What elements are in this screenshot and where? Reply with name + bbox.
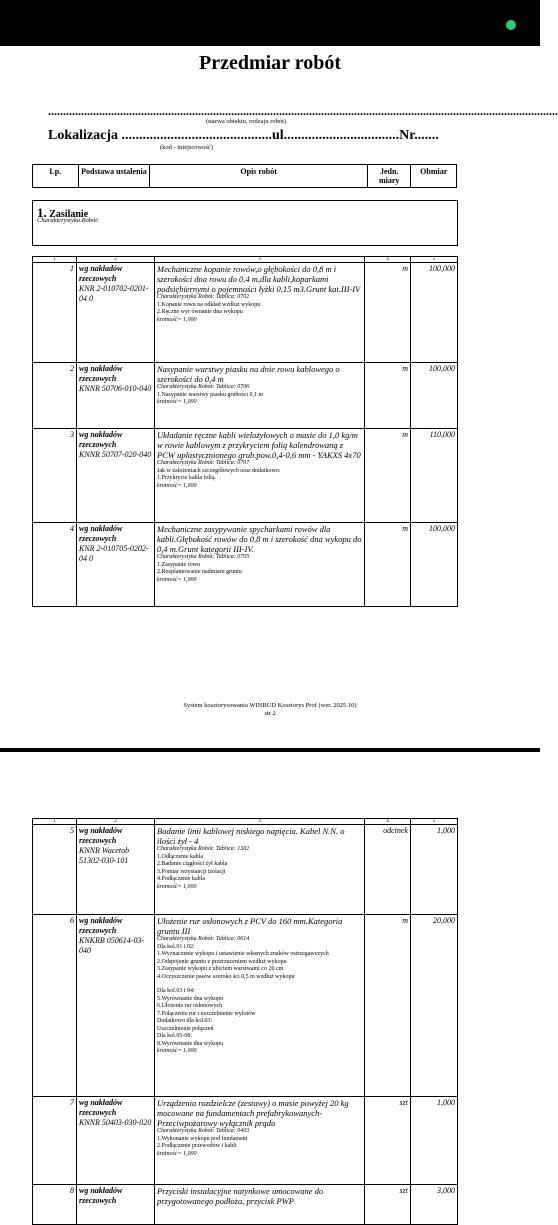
position-basis xyxy=(77,825,155,915)
work-step: 1.Zasypanie rowu xyxy=(157,561,200,568)
description-text: Badanie linii kablowej niskiego napięcia. Kabel N.N. o ilości żył - 4 xyxy=(157,826,345,846)
position-number: 5 xyxy=(33,825,77,915)
description-details xyxy=(157,554,362,584)
quantity: 20,000 xyxy=(411,915,458,1097)
multiplicity-line: krotność= 1,000 xyxy=(157,482,197,489)
position-number: 4 xyxy=(33,523,77,607)
description-text: Ułożenie rur osłonowych z PCV do 160 mm.Kategoria gruntu III xyxy=(157,916,343,936)
table-row xyxy=(33,825,458,915)
section-number: 1. xyxy=(37,205,47,220)
position-number: 7 xyxy=(33,1097,77,1185)
characteristics-line: Charakterystyka Robót: Tablica: 1302 xyxy=(157,846,250,852)
table-row xyxy=(33,263,458,363)
description-details xyxy=(157,936,362,1056)
column-header-table xyxy=(32,164,457,188)
position-description xyxy=(155,429,365,523)
status-bar xyxy=(0,0,540,46)
description-details xyxy=(157,294,362,324)
column-number: 5 xyxy=(411,819,458,825)
description-text: Układanie ręczne kabli wielożyłowych o masie do 1,0 kg/m w rowie kablowym z przykryciem folią kalendrowaną z PCW uplastycznionego grub.pow.0,4-0,6 mm - YAKXS 4x70 xyxy=(157,430,361,460)
col-desc-header: Opis robót xyxy=(150,165,368,188)
characteristics-line: Charakterystyka Robót: Tablica: 0403 xyxy=(157,1128,250,1134)
basis-type: wg nakładów rzeczowych xyxy=(79,1186,123,1205)
table-row xyxy=(33,915,458,1097)
description-text: Mechaniczne zasypywanie spycharkami rowów dla kabli.Głębokość rowów do 0,8 m i szerokość dna wykopu do 0,4 m.Grunt kategorii III-IV. xyxy=(157,524,362,554)
unit-of-measure: m xyxy=(365,429,411,523)
column-number: 2 xyxy=(77,257,155,263)
work-step: 1.Odłączenie kabla xyxy=(157,853,203,860)
section-header xyxy=(32,200,458,246)
position-basis xyxy=(77,429,155,523)
column-number: 3 xyxy=(155,819,365,825)
basis-type: wg nakładów rzeczowych xyxy=(79,364,123,383)
work-step: 3.Pomiar rezystancji izolacji xyxy=(157,868,226,875)
work-step: Dla kol.05-08: xyxy=(157,1033,192,1039)
basis-type: wg nakładów rzeczowych xyxy=(79,826,123,845)
unit-of-measure: m xyxy=(365,915,411,1097)
work-step: 2.Rozplantowanie nadmiaru gruntu xyxy=(157,569,242,575)
table-row xyxy=(33,1185,458,1225)
multiplicity-line: krotność= 1,000 xyxy=(157,576,197,583)
characteristics-line: Charakterystyka Robót: Tablica: 0702 xyxy=(157,294,250,300)
work-step xyxy=(157,981,362,988)
unit-of-measure: m xyxy=(365,523,411,607)
positions-table xyxy=(32,256,458,607)
camera-indicator-icon xyxy=(506,20,516,30)
basis-type: wg nakładów rzeczowych xyxy=(79,1098,123,1117)
column-number: 3 xyxy=(155,257,365,263)
basis-code: KNR 2-010702-0201-04 0 xyxy=(79,284,149,303)
work-step: 4.Oczyszczenie pasów szeroko ści 0,5 m wzdłuż wykopu xyxy=(157,973,295,980)
description-details xyxy=(157,460,362,490)
work-step: 7.Połączenie rur i uszczelnienie wylotów xyxy=(157,1010,256,1017)
basis-type: wg nakładów rzeczowych xyxy=(79,264,123,283)
characteristics-line: Charakterystyka Robót: Tablica: 0614 xyxy=(157,936,250,942)
multiplicity-line: krotność= 1,000 xyxy=(157,316,197,323)
work-step: 1.Nasypanie warstwy piasku grubości 0,1 m xyxy=(157,391,264,398)
work-step: 1.Przykrycie kabla folią. xyxy=(157,475,216,481)
section-name: Zasilanie xyxy=(49,209,89,220)
column-number: 2 xyxy=(77,819,155,825)
positions-table xyxy=(32,818,458,1225)
basis-code: KNNR Wacetob 51302-030-101 xyxy=(79,846,130,865)
col-unit-header: Jedn. miary xyxy=(367,165,411,188)
column-number: 4 xyxy=(365,819,411,825)
quantity: 1,000 xyxy=(411,1097,458,1185)
basis-type: wg nakładów rzeczowych xyxy=(79,430,123,449)
description-details xyxy=(157,846,362,891)
position-description xyxy=(155,363,365,429)
quantity: 100,000 xyxy=(411,523,458,607)
work-step: 5.Wyrównanie dna wykopu xyxy=(157,995,224,1002)
work-step: 2.Podłączenie przewodów i kabli xyxy=(157,1143,237,1149)
col-lp-header: Lp. xyxy=(33,165,79,188)
footer-system: System kosztorysowania WINBUD Kosztorys Prof (wer. 2025.10) xyxy=(183,702,357,709)
position-basis xyxy=(77,523,155,607)
quantity: 3,000 xyxy=(411,1185,458,1225)
col-basis-header: Podstawa ustalenia xyxy=(78,165,150,188)
position-number: 8 xyxy=(33,1185,77,1225)
multiplicity-line: krotność= 1,000 xyxy=(157,399,197,405)
table-row xyxy=(33,363,458,429)
work-step: 1.Wykonanie wykopu pod fundament xyxy=(157,1135,248,1142)
work-step: Jak w założeniach szczegółowych oraz dodatkowo: xyxy=(157,467,281,474)
multiplicity-line: krotność= 1,000 xyxy=(157,883,197,890)
basis-type: wg nakładów rzeczowych xyxy=(79,524,123,543)
position-description xyxy=(155,1185,365,1225)
basis-code: KNR 2-010705-0202-04 0 xyxy=(79,544,149,563)
work-step: Dla kol.03 i 04: xyxy=(157,988,195,994)
quantity: 100,000 xyxy=(411,263,458,363)
document-page-2 xyxy=(0,752,540,1206)
description-text: Urządzenia rozdzielcze (zestawy) o masie powyżej 20 kg mocowane na fundamentach prefabrykowanych-Przeciwpożarowy wyłącznik prądu xyxy=(157,1098,349,1128)
position-number: 2 xyxy=(33,363,77,429)
work-step: 1.Wyznaczenie wykopu i ustawienie własnych znaków ostrzegawczych xyxy=(157,951,329,957)
basis-code: KNNR 50706-010-040 xyxy=(79,384,152,393)
column-number: 5 xyxy=(411,257,458,263)
table-row xyxy=(33,429,458,523)
quantity: 1,000 xyxy=(411,825,458,915)
work-step: 1.Kopanie rowu na odkład wzdłuż wykopu xyxy=(157,301,261,308)
column-number: 1 xyxy=(33,819,77,825)
position-basis xyxy=(77,1097,155,1185)
section-subtitle: Charakterystyka Robót: xyxy=(37,217,100,224)
position-number: 6 xyxy=(33,915,77,1097)
description-details xyxy=(157,1128,362,1158)
object-name-hint: (nazwa obiektu, rodzaju robót) xyxy=(206,118,287,125)
position-description xyxy=(155,915,365,1097)
multiplicity-line: krotność= 1,000 xyxy=(157,1150,197,1157)
object-name-line: .......................................................................................................................................................................... xyxy=(48,104,558,118)
page-footer xyxy=(0,702,540,718)
unit-of-measure: szt xyxy=(365,1097,411,1185)
position-number: 3 xyxy=(33,429,77,523)
unit-of-measure: odcinek xyxy=(365,825,411,915)
characteristics-line: Charakterystyka Robót: Tablica: 0705 xyxy=(157,554,250,560)
position-basis xyxy=(77,263,155,363)
table-row xyxy=(33,1097,458,1185)
work-step: 2.Ręczne wyr ównanie dna wykopu xyxy=(157,309,243,315)
position-description xyxy=(155,523,365,607)
work-step: 4.Podłączenie kabla xyxy=(157,876,205,882)
description-text: Mechaniczne kopanie rowów,o głębokości do 0,8 m i szerokości dna rowu do 0,4 m,dla kabli,koparkami podsiębiernymi o pojemności łyżki 0,15 m3.Grunt kat.III-IV xyxy=(157,264,361,294)
work-step: Dodatkowo dla kol.03: xyxy=(157,1018,213,1024)
position-description xyxy=(155,1097,365,1185)
work-step: 2.Odspojenie gruntu z przerzuceniem wzdłuż wykopu xyxy=(157,958,287,965)
quantity: 100,000 xyxy=(411,363,458,429)
position-description xyxy=(155,825,365,915)
work-step: Uszczelnienie połączeń xyxy=(157,1025,214,1032)
position-description xyxy=(155,263,365,363)
basis-type: wg nakładów rzeczowych xyxy=(79,916,123,935)
location-line: Lokalizacja ...........................................ul.................................Nr....... xyxy=(48,128,439,143)
col-qty-header: Obmiar xyxy=(411,165,457,188)
position-basis xyxy=(77,915,155,1097)
unit-of-measure: m xyxy=(365,263,411,363)
unit-of-measure: szt xyxy=(365,1185,411,1225)
work-step: 6.Ułożenie rur osłonowych xyxy=(157,1003,223,1009)
code-hint: (kod - miejscowość) xyxy=(160,144,214,151)
description-text: Nasypanie warstwy piasku na dnie rowu kablowego o szerokości do 0,4 m xyxy=(157,364,340,384)
column-number: 4 xyxy=(365,257,411,263)
table-row xyxy=(33,523,458,607)
document-page-1 xyxy=(0,46,558,748)
position-number: 1 xyxy=(33,263,77,363)
basis-code: KNNR 50707-020-040 xyxy=(79,450,152,459)
basis-code: KNKRB 050614-03-040 xyxy=(79,936,145,955)
characteristics-line: Charakterystyka Robót: Tablica: 0706 xyxy=(157,384,250,390)
work-step: 3.Zasypanie wykopu z ubiciem warstwami co 20 cm xyxy=(157,966,284,972)
description-details xyxy=(157,384,362,407)
position-basis xyxy=(77,363,155,429)
multiplicity-line: krotność= 1,000 xyxy=(157,1048,197,1054)
position-basis xyxy=(77,1185,155,1225)
quantity: 110,000 xyxy=(411,429,458,523)
unit-of-measure: m xyxy=(365,363,411,429)
document-title: Przedmiar robót xyxy=(198,52,341,74)
characteristics-line: Charakterystyka Robót: Tablica: 0707 xyxy=(157,460,250,466)
description-text: Przyciski instalacyjne natynkowe umocowane do przygotowanego podłoża, przycisk PWP xyxy=(157,1186,324,1206)
basis-code: KNNR 50403-030-020 xyxy=(79,1118,152,1127)
work-step: Dla kol.01 i 02: xyxy=(157,943,195,950)
work-step: 8.Wyrównanie dna wykopu xyxy=(157,1040,224,1047)
column-number: 1 xyxy=(33,257,77,263)
work-step: 2.Badanie ciągłości żył kabla xyxy=(157,861,228,867)
footer-page-number: str 2 xyxy=(264,710,276,717)
